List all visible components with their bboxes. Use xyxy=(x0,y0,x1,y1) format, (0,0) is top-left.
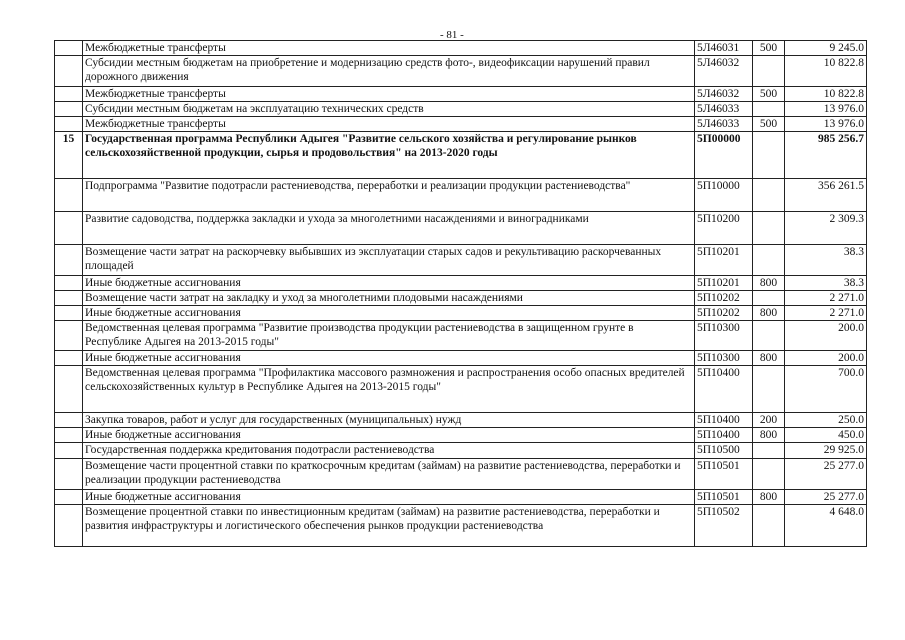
table-row xyxy=(55,132,867,179)
row-amount: 13 976.0 xyxy=(785,117,867,132)
row-code: 5П10500 xyxy=(695,443,753,459)
row-name: Ведомственная целевая программа "Профилактика массового размножения и распространения особо опасных вредителей сельскохозяйственных культур в Республике Адыгея на 2013-2015 годы" xyxy=(83,366,695,413)
row-name: Иные бюджетные ассигнования xyxy=(83,306,695,321)
row-amount: 38.3 xyxy=(785,245,867,276)
row-number: 15 xyxy=(55,132,83,179)
row-code: 5Л46031 xyxy=(695,41,753,56)
row-expense-type xyxy=(753,102,785,117)
row-code: 5П10400 xyxy=(695,366,753,413)
row-expense-type xyxy=(753,321,785,351)
row-number xyxy=(55,179,83,212)
table-row xyxy=(55,87,867,102)
row-code: 5П00000 xyxy=(695,132,753,179)
row-name: Субсидии местным бюджетам на эксплуатацию технических средств xyxy=(83,102,695,117)
row-code: 5Л46032 xyxy=(695,87,753,102)
row-name: Закупка товаров, работ и услуг для государственных (муниципальных) нужд xyxy=(83,413,695,428)
row-expense-type: 500 xyxy=(753,87,785,102)
row-name: Возмещение части процентной ставки по краткосрочным кредитам (займам) на развитие растениеводства, переработки и реализации продукции растениеводства xyxy=(83,459,695,490)
row-number xyxy=(55,87,83,102)
table-row xyxy=(55,276,867,291)
row-expense-type: 800 xyxy=(753,351,785,366)
row-amount: 4 648.0 xyxy=(785,505,867,547)
row-amount: 13 976.0 xyxy=(785,102,867,117)
row-expense-type xyxy=(753,459,785,490)
row-expense-type xyxy=(753,56,785,87)
row-code: 5Л46032 xyxy=(695,56,753,87)
row-code: 5П10502 xyxy=(695,505,753,547)
row-amount: 356 261.5 xyxy=(785,179,867,212)
row-number xyxy=(55,321,83,351)
row-code: 5П10400 xyxy=(695,428,753,443)
row-number xyxy=(55,306,83,321)
row-name: Возмещение части затрат на раскорчевку выбывших из эксплуатации старых садов и рекультивацию раскорчеванных площадей xyxy=(83,245,695,276)
table-row xyxy=(55,443,867,459)
row-expense-type xyxy=(753,366,785,413)
row-name: Подпрограмма "Развитие подотрасли растениеводства, переработки и реализации продукции растениеводства" xyxy=(83,179,695,212)
row-number xyxy=(55,117,83,132)
row-amount: 29 925.0 xyxy=(785,443,867,459)
row-name: Иные бюджетные ассигнования xyxy=(83,428,695,443)
row-code: 5П10300 xyxy=(695,321,753,351)
row-expense-type: 500 xyxy=(753,117,785,132)
table-row xyxy=(55,351,867,366)
table-row xyxy=(55,321,867,351)
table-row xyxy=(55,41,867,56)
budget-table xyxy=(54,40,867,547)
row-expense-type xyxy=(753,179,785,212)
table-row xyxy=(55,56,867,87)
row-code: 5П10400 xyxy=(695,413,753,428)
row-amount: 2 271.0 xyxy=(785,306,867,321)
table-row xyxy=(55,306,867,321)
row-amount: 2 271.0 xyxy=(785,291,867,306)
row-amount: 985 256.7 xyxy=(785,132,867,179)
row-amount: 200.0 xyxy=(785,351,867,366)
table-row xyxy=(55,505,867,547)
row-number xyxy=(55,459,83,490)
row-number xyxy=(55,245,83,276)
row-number xyxy=(55,41,83,56)
row-name: Возмещение части затрат на закладку и уход за многолетними плодовыми насаждениями xyxy=(83,291,695,306)
table-row xyxy=(55,291,867,306)
row-name: Иные бюджетные ассигнования xyxy=(83,490,695,505)
row-name: Государственная поддержка кредитования подотрасли растениеводства xyxy=(83,443,695,459)
row-code: 5П10201 xyxy=(695,276,753,291)
row-code: 5П10200 xyxy=(695,212,753,245)
row-amount: 25 277.0 xyxy=(785,490,867,505)
row-amount: 450.0 xyxy=(785,428,867,443)
row-name: Развитие садоводства, поддержка закладки и ухода за многолетними насаждениями и виноградниками xyxy=(83,212,695,245)
row-name: Ведомственная целевая программа "Развитие производства продукции растениеводства в защищенном грунте в Республике Адыгея на 2013-2015 годы" xyxy=(83,321,695,351)
row-code: 5Л46033 xyxy=(695,102,753,117)
row-amount: 2 309.3 xyxy=(785,212,867,245)
row-number xyxy=(55,276,83,291)
table-row xyxy=(55,117,867,132)
row-expense-type: 800 xyxy=(753,490,785,505)
row-expense-type xyxy=(753,132,785,179)
table-row xyxy=(55,212,867,245)
row-number xyxy=(55,413,83,428)
row-number xyxy=(55,490,83,505)
row-name: Возмещение процентной ставки по инвестиционным кредитам (займам) на развитие растениеводства, переработки и развития инфраструктуры и логистического обеспечения рынков продукции растениеводства xyxy=(83,505,695,547)
row-name: Межбюджетные трансферты xyxy=(83,41,695,56)
row-amount: 200.0 xyxy=(785,321,867,351)
row-name: Иные бюджетные ассигнования xyxy=(83,351,695,366)
row-expense-type: 800 xyxy=(753,276,785,291)
row-name: Субсидии местным бюджетам на приобретение и модернизацию средств фото-, видеофиксации нарушений правил дорожного движения xyxy=(83,56,695,87)
row-amount: 700.0 xyxy=(785,366,867,413)
row-expense-type: 500 xyxy=(753,41,785,56)
row-number xyxy=(55,443,83,459)
row-code: 5П10202 xyxy=(695,291,753,306)
row-expense-type: 800 xyxy=(753,306,785,321)
row-expense-type xyxy=(753,505,785,547)
row-expense-type xyxy=(753,245,785,276)
row-code: 5Л46033 xyxy=(695,117,753,132)
row-number xyxy=(55,212,83,245)
row-amount: 10 822.8 xyxy=(785,87,867,102)
row-amount: 250.0 xyxy=(785,413,867,428)
row-amount: 25 277.0 xyxy=(785,459,867,490)
row-name: Иные бюджетные ассигнования xyxy=(83,276,695,291)
table-row xyxy=(55,179,867,212)
row-expense-type xyxy=(753,291,785,306)
row-amount: 9 245.0 xyxy=(785,41,867,56)
row-number xyxy=(55,428,83,443)
row-name: Межбюджетные трансферты xyxy=(83,87,695,102)
table-row xyxy=(55,102,867,117)
row-code: 5П10202 xyxy=(695,306,753,321)
row-number xyxy=(55,56,83,87)
row-expense-type: 200 xyxy=(753,413,785,428)
row-code: 5П10201 xyxy=(695,245,753,276)
table-row xyxy=(55,413,867,428)
row-number xyxy=(55,505,83,547)
table-row xyxy=(55,428,867,443)
row-amount: 38.3 xyxy=(785,276,867,291)
page-number: - 81 - xyxy=(440,29,464,41)
row-expense-type xyxy=(753,212,785,245)
table-row xyxy=(55,459,867,490)
row-name: Государственная программа Республики Адыгея "Развитие сельского хозяйства и регулирование рынков сельскохозяйственной продукции, сырья и продовольствия" на 2013-2020 годы xyxy=(83,132,695,179)
row-expense-type xyxy=(753,443,785,459)
table-row xyxy=(55,490,867,505)
table-row xyxy=(55,245,867,276)
row-number xyxy=(55,102,83,117)
row-number xyxy=(55,351,83,366)
row-code: 5П10000 xyxy=(695,179,753,212)
row-expense-type: 800 xyxy=(753,428,785,443)
row-number xyxy=(55,291,83,306)
row-code: 5П10300 xyxy=(695,351,753,366)
row-number xyxy=(55,366,83,413)
table-row xyxy=(55,366,867,413)
row-code: 5П10501 xyxy=(695,459,753,490)
row-code: 5П10501 xyxy=(695,490,753,505)
row-name: Межбюджетные трансферты xyxy=(83,117,695,132)
row-amount: 10 822.8 xyxy=(785,56,867,87)
